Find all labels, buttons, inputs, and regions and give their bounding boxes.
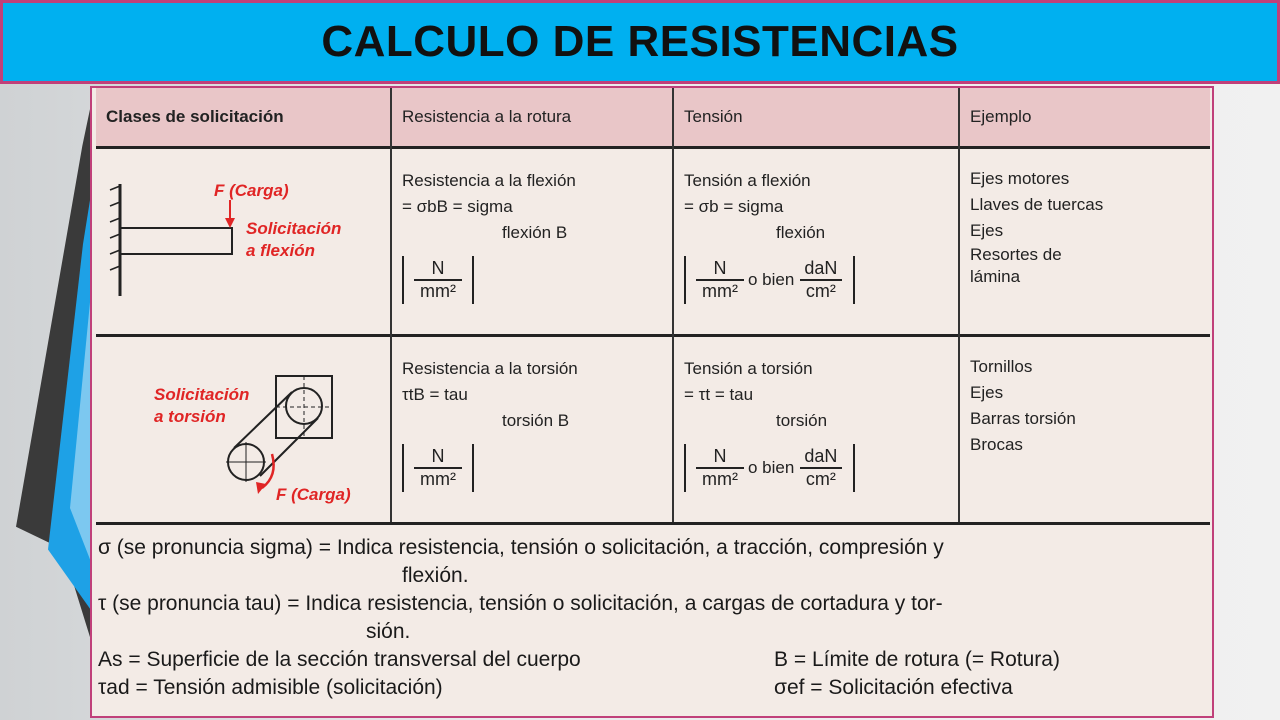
legend-tau-continuation: sión. [366, 620, 411, 643]
header-cell: Clases de solicitación [96, 88, 392, 146]
example-item: lámina [970, 267, 1021, 286]
legend-rupture-definition: B = Límite de rotura (= Rotura) [774, 648, 1060, 671]
formula-name: Tensión a torsión [684, 359, 813, 378]
formula-subscript-note: flexión [776, 223, 826, 242]
unit-alternative-text: o bien [747, 270, 795, 289]
example-item: Ejes motores [970, 169, 1070, 188]
resistance-cell [392, 334, 674, 522]
symbol-legend [98, 534, 1208, 702]
example-item: Tornillos [970, 357, 1033, 376]
force-label: F (Carga) [214, 181, 289, 200]
table-row [96, 334, 1210, 525]
legend-admissible-definition: τad = Tensión admisible (solicitación) [98, 676, 443, 699]
formula-subscript-note: torsión [776, 411, 828, 430]
unit-numerator: N [431, 258, 445, 278]
formula-name: Tensión a flexión [684, 171, 811, 190]
unit-denominator: cm² [800, 279, 842, 302]
example-item: Ejes [970, 383, 1004, 402]
header-cell: Ejemplo [970, 107, 1032, 126]
example-item: Resortes de [970, 245, 1062, 264]
legend-sigma-line: σ (se pronuncia sigma) = Indica resistencia, tensión o solicitación, a tracción, compresión y [98, 536, 944, 559]
resistance-cell [392, 146, 674, 334]
load-type-label: Solicitación [246, 219, 342, 238]
load-type-label: a torsión [154, 407, 226, 426]
example-item: Llaves de tuercas [970, 195, 1104, 214]
formula-expression: = σb = sigma [684, 197, 784, 216]
formula-expression: = σbB = sigma [402, 197, 513, 216]
formula-name: Resistencia a la torsión [402, 359, 578, 378]
legend-pair [98, 674, 1208, 702]
tension-cell [674, 334, 960, 522]
unit-numerator: daN [804, 446, 838, 466]
formula-name: Resistencia a la flexión [402, 171, 576, 190]
diagram-cell [96, 334, 392, 522]
tension-cell [674, 146, 960, 334]
header-cell: Resistencia a la rotura [392, 88, 674, 146]
unit-numerator: daN [804, 258, 838, 278]
unit-numerator: N [713, 258, 727, 278]
unit-bracket [402, 444, 474, 492]
unit-bracket [402, 256, 474, 304]
table-header-row [96, 88, 1210, 149]
title-bar [0, 0, 1280, 84]
unit-denominator: mm² [696, 467, 744, 490]
unit-numerator: N [713, 446, 727, 466]
resistance-table-sheet [90, 86, 1214, 718]
unit-denominator: mm² [414, 467, 462, 490]
unit-alternative-text: o bien [747, 458, 795, 477]
formula-subscript-note: flexión B [502, 223, 568, 242]
example-item: Brocas [970, 435, 1023, 454]
unit-denominator: mm² [414, 279, 462, 302]
legend-tau-line: τ (se pronuncia tau) = Indica resistencia, tensión o solicitación, a cargas de cortadura y tor- [98, 592, 943, 615]
load-type-label: a flexión [246, 241, 315, 260]
legend-sigma-continuation: flexión. [402, 564, 469, 587]
header-cell: Tensión [674, 88, 960, 146]
unit-numerator: N [431, 446, 445, 466]
resistance-table [96, 88, 1210, 528]
formula-expression: τtB = tau [402, 385, 468, 404]
formula-expression: = τt = tau [684, 385, 754, 404]
load-type-label: Solicitación [154, 385, 250, 404]
example-item: Barras torsión [970, 409, 1076, 428]
legend-pair [98, 646, 1208, 674]
formula-subscript-note: torsión B [502, 411, 570, 430]
unit-bracket [684, 444, 855, 492]
slide-title: CALCULO DE RESISTENCIAS [321, 17, 959, 66]
table-row [96, 146, 1210, 337]
unit-denominator: cm² [800, 467, 842, 490]
legend-effective-definition: σef = Solicitación efectiva [774, 676, 1013, 699]
unit-denominator: mm² [696, 279, 744, 302]
example-cell [960, 146, 1210, 334]
diagram-cell [96, 146, 392, 334]
example-cell [960, 334, 1210, 522]
unit-bracket [684, 256, 855, 304]
legend-area-definition: As = Superficie de la sección transversal del cuerpo [98, 648, 581, 671]
example-item: Ejes [970, 221, 1004, 240]
force-label: F (Carga) [276, 485, 351, 504]
